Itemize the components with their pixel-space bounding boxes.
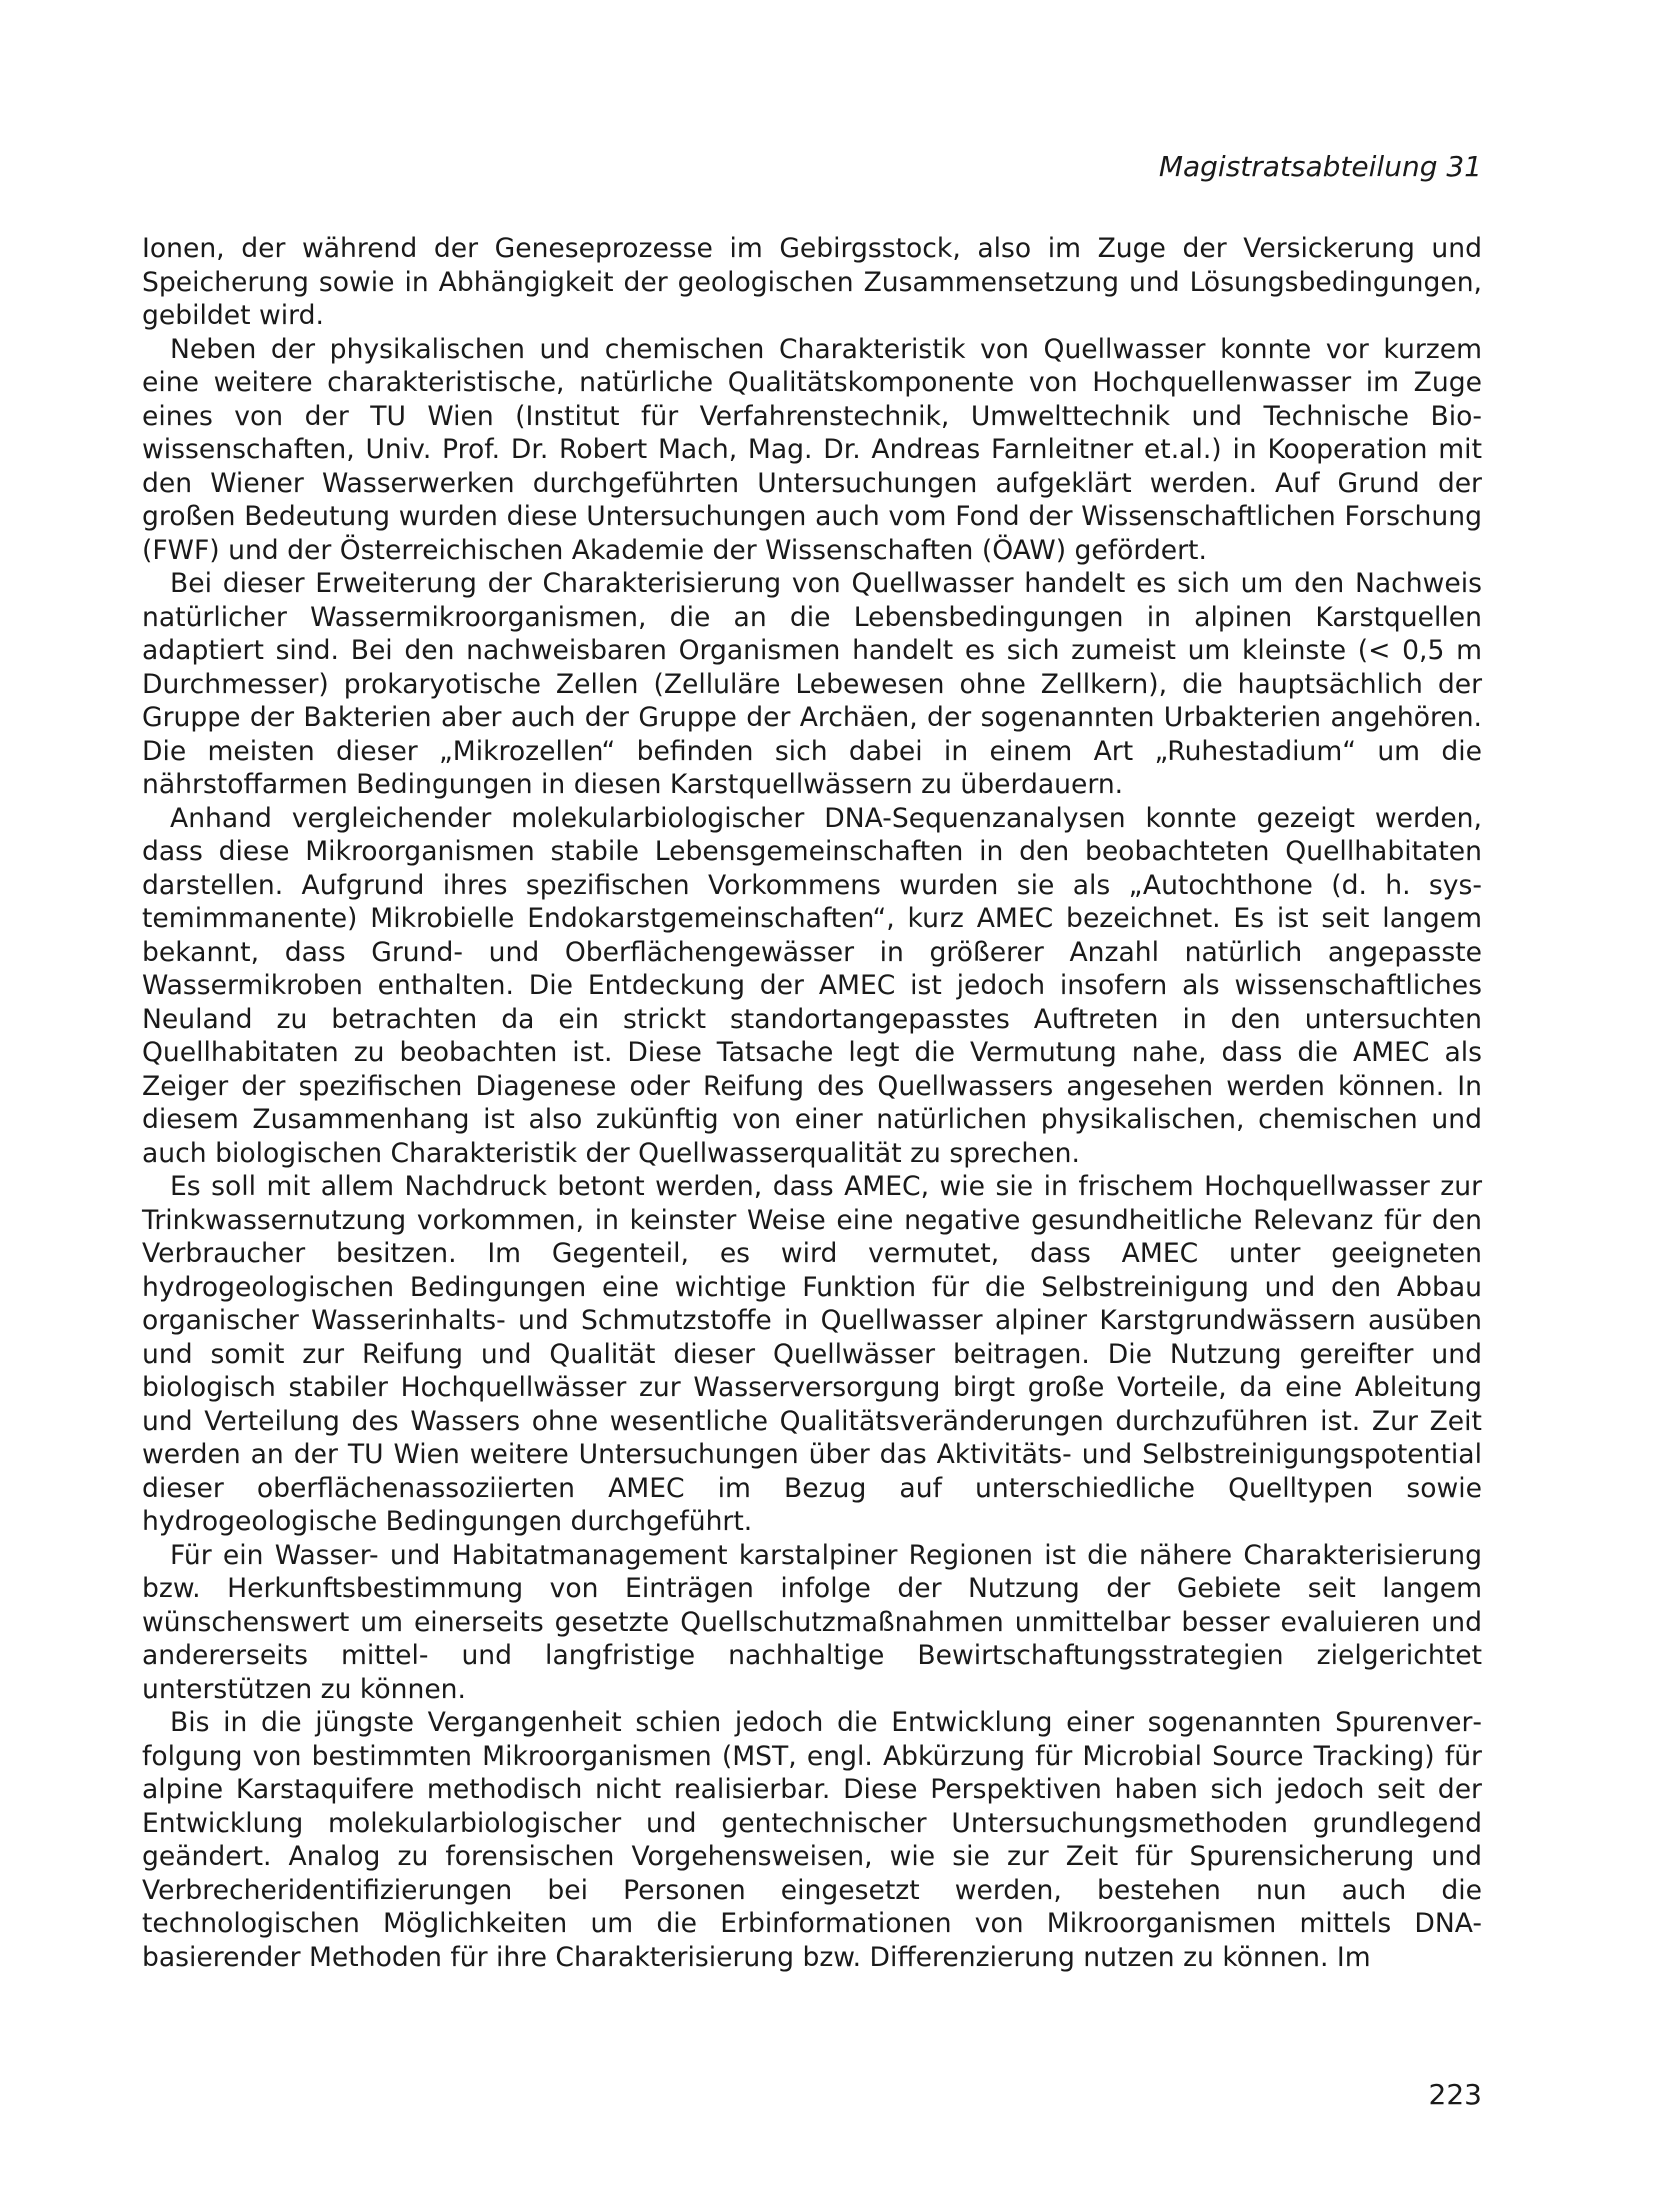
body-text: [142, 232, 1482, 1974]
paragraph-3: Bei dieser Erweiterung der Charakterisierung von Quellwasser handelt es sich um den Nachweis natürlicher Wassermikroorganismen, die an die Lebensbedingungen in alpinen Karstquellen adaptiert sind. Bei den nachweisbaren Organismen handelt es sich zumeist um kleinste (< 0,5 m Durchmesser) prokaryotische Zellen (Zelluläre Lebewesen ohne Zellkern), die hauptsächlich der Gruppe der Bakterien aber auch der Gruppe der Archäen, der sogenannten Urbakterien angehören. Die meisten dieser „Mikrozellen“ befinden sich dabei in einem Art „Ruhestadium“ um die nährstoffarmen Bedingungen in diesen Karstquellwässern zu überdauern.: [142, 568, 1482, 800]
paragraph-7: Bis in die jüngste Vergangenheit schien jedoch die Entwicklung einer sogenannten Spurenverfolgung von bestimmten Mikroorganismen (MST, engl. Abkürzung für Microbial Source Tracking) für alpine Karstaquifere methodisch nicht realisierbar. Diese Perspektiven haben sich jedoch seit der Entwicklung molekularbiologischer und gentechnischer Untersuchungsmethoden grundlegend geändert. Analog zu forensischen Vorgehensweisen, wie sie zur Zeit für Spurensicherung und Verbrecheridentifizierungen bei Personen eingesetzt werden, bestehen nun auch die technologischen Möglichkeiten um die Erbinformationen von Mikroorganismen mittels DNA-basierender Methoden für ihre Charakterisierung bzw. Differenzierung nutzen zu können. Im: [142, 1707, 1482, 1973]
page-number: 223: [1428, 2078, 1482, 2111]
paragraph-1: Ionen, der während der Geneseprozesse im Gebirgsstock, also im Zuge der Versickerung und Speicherung sowie in Abhängigkeit der geologischen Zusammensetzung und Lösungsbedingungen, gebildet wird.: [142, 233, 1482, 331]
paragraph-2: Neben der physikalischen und chemischen Charakteristik von Quellwasser konnte vor kurzem eine weitere charakteristische, natürliche Qualitätskomponente von Hochquellenwasser im Zuge eines von der TU Wien (Institut für Verfahrenstechnik, Umwelttechnik und Technische Biowissenschaften, Univ. Prof. Dr. Robert Mach, Mag. Dr. Andreas Farnleitner et.al.) in Kooperation mit den Wiener Wasserwerken durchgeführten Untersuchungen aufgeklärt werden. Auf Grund der großen Bedeutung wurden diese Untersuchungen auch vom Fond der Wissenschaftlichen Forschung (FWF) und der Österreichischen Akademie der Wissenschaften (ÖAW) gefördert.: [142, 333, 1482, 566]
running-header: Magistratsabteilung 31: [1158, 150, 1482, 183]
paragraph-4: Anhand vergleichender molekularbiologischer DNA-Sequenzanalysen konnte gezeigt werden, dass diese Mikroorganismen stabile Lebensgemeinschaften in den beobachteten Quellhabitaten darstellen. Aufgrund ihres spezifischen Vorkommens wurden sie als „Autochthone (d. h. systemimmanente) Mikrobielle Endokarstgemeinschaften“, kurz AMEC bezeichnet. Es ist seit langem bekannt, dass Grund- und Oberflächengewässer in größerer Anzahl natürlich angepasste Wassermikroben enthalten. Die Entdeckung der AMEC ist jedoch insofern als wissenschaftliches Neuland zu betrachten da ein strickt standortangepasstes Auftreten in den untersuchten Quellhabitaten zu beobachten ist. Diese Tatsache legt die Vermutung nahe, dass die AMEC als Zeiger der spezifischen Diagenese oder Reifung des Quellwassers angesehen werden können. In diesem Zusammenhang ist also zukünftig von einer natürlichen physikalischen, chemischen und auch biologischen Charakteristik der Quellwasserqualität zu sprechen.: [142, 802, 1482, 1169]
paragraph-5: Es soll mit allem Nachdruck betont werden, dass AMEC, wie sie in frischem Hochquellwasser zur Trinkwassernutzung vorkommen, in keinster Weise eine negative gesundheitliche Relevanz für den Verbraucher besitzen. Im Gegenteil, es wird vermutet, dass AMEC unter geeigneten hydrogeologischen Bedingungen eine wichtige Funktion für die Selbstreinigung und den Abbau organischer Wasserinhalts- und Schmutzstoffe in Quellwasser alpiner Karstgrundwässern ausüben und somit zur Reifung und Qualität dieser Quellwässer beitragen. Die Nutzung gereifter und biologisch stabiler Hochquellwässer zur Wasserversorgung birgt große Vorteile, da eine Ableitung und Verteilung des Wassers ohne wesentliche Qualitätsveränderungen durchzuführen ist. Zur Zeit werden an der TU Wien weitere Untersuchungen über das Aktivitäts- und Selbstreinigungspotential dieser oberflächenassoziierten AMEC im Bezug auf unterschiedliche Quelltypen sowie hydrogeologische Bedingungen durchgeführt.: [142, 1171, 1482, 1537]
paragraph-6: Für ein Wasser- und Habitatmanagement karstalpiner Regionen ist die nähere Charakterisierung bzw. Herkunftsbestimmung von Einträgen infolge der Nutzung der Gebiete seit langem wünschenswert um einerseits gesetzte Quellschutzmaßnahmen unmittelbar besser evaluieren und andererseits mittel- und langfristige nachhaltige Bewirtschaftungsstrategien zielgerichtet unterstützen zu können.: [142, 1539, 1482, 1705]
